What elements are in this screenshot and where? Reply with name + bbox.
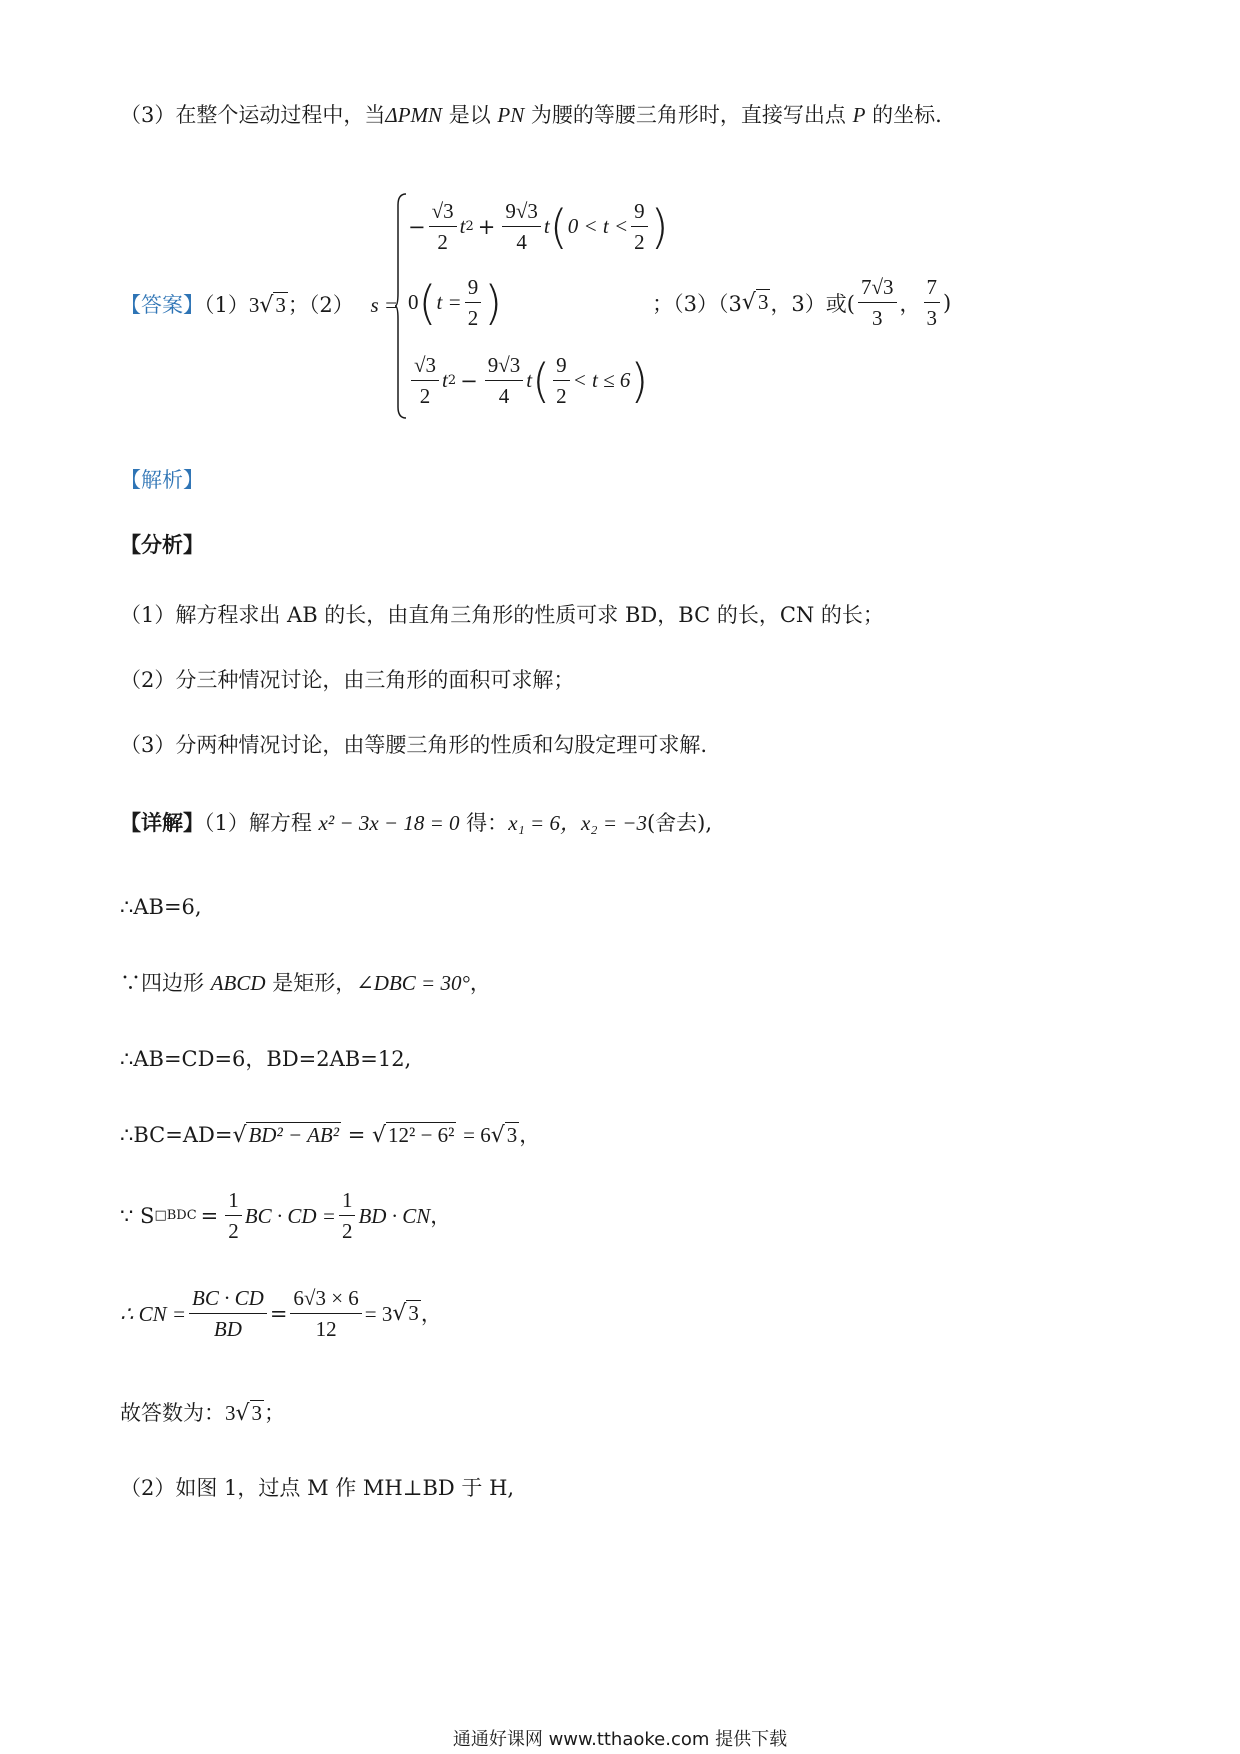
fenxi-heading: 【分析】 — [120, 532, 204, 557]
detail-line-2: ∴AB=6, — [120, 895, 202, 919]
detail-line-9: （2）如图 1，过点 M 作 MH⊥BD 于 H, — [120, 1476, 515, 1500]
analysis-3: （3）分两种情况讨论，由等腰三角形的性质和勾股定理可求解. — [120, 733, 708, 757]
answer-line: 【答案】（1）3√3；（2） s = — [120, 290, 398, 321]
detail-line-6: ∵ S □BDC = $\frac{1}{2}$ BC · CD = $\frac{1}{2}$ BD · CN ， — [120, 1185, 451, 1246]
question-3: （3）在整个运动过程中，当ΔPMN 是以 PN 为腰的等腰三角形时，直接写出点 P 的坐标. — [120, 103, 942, 127]
piecewise-case-1: − $\frac{√3}{2}$ t 2 + $\frac{9√3}{4}$ t ( 0 < t < $\frac{9}{2}$ ) — [408, 196, 669, 257]
jiexi-heading: 【解析】 — [120, 468, 204, 492]
piecewise-case-3: $\frac{√3}{2}$ t 2 − $\frac{9√3}{4}$ t ( $\frac{9}{2}$ < t ≤ 6 ) — [408, 350, 648, 411]
piecewise-case-2: 0 ( t = $\frac{9}{2}$ ) ；（3）（3 √3 ，3）或( $\frac{7√3}{3}$ ， $\frac{7}{3}$ ) — [408, 272, 951, 333]
detail-line-3: ∵四边形 ABCD 是矩形，∠DBC = 30°， — [120, 971, 491, 995]
detail-line-7: ∴ CN = $\frac{BC \cdot CD}{BD}$ = $\frac{6√3 \times 6}{12}$ = 3 √3 ， — [120, 1283, 442, 1344]
analysis-1: （1）解方程求出 AB 的长，由直角三角形的性质可求 BD，BC 的长，CN 的长； — [120, 603, 884, 627]
page-footer: 通通好课网 www.tthaoke.com 提供下载 — [452, 1729, 788, 1750]
sqrt: √3 — [259, 293, 286, 318]
analysis-2: （2）分三种情况讨论，由三角形的面积可求解； — [120, 668, 575, 692]
detail-line-5: ∴BC=AD=√BD² − AB² = √12² − 6² = 6√3， — [120, 1123, 541, 1148]
answer-label: 【答案】 — [120, 293, 204, 317]
detail-line-8: 故答数为：3√3； — [120, 1401, 286, 1426]
left-brace — [395, 193, 407, 419]
detail-line-4: ∴AB=CD=6，BD=2AB=12, — [120, 1047, 412, 1071]
detail-line-1: 【详解】（1）解方程 x² − 3x − 18 = 0 得：x₁ = 6，x₂ = −3(舍去), — [120, 810, 713, 835]
